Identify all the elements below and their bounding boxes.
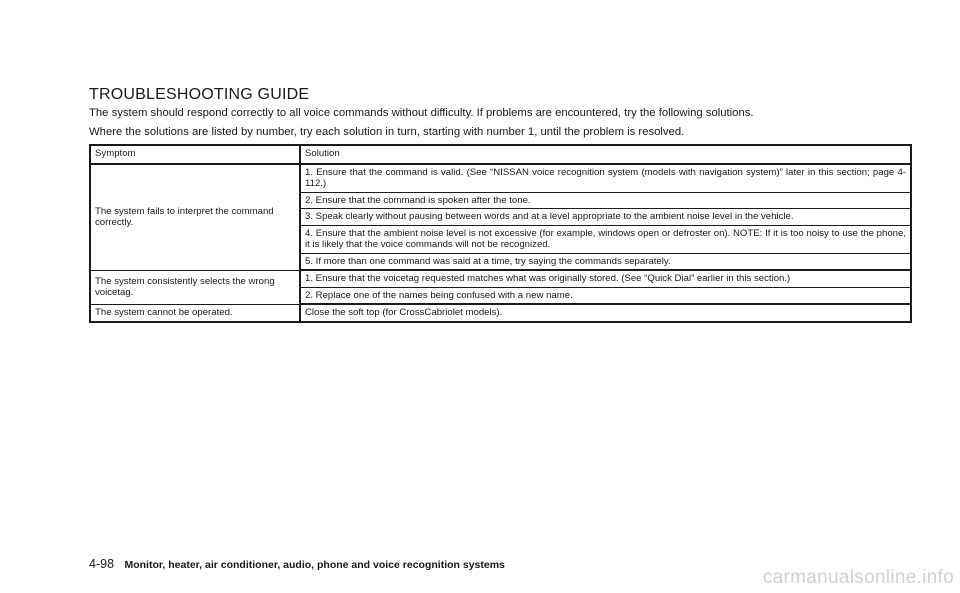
solution-cell: 2. Ensure that the command is spoken after the tone. [300,192,911,209]
table-row [90,164,911,193]
chapter-title: Monitor, heater, air conditioner, audio, phone and voice recognition systems [124,559,505,571]
symptom-cell: The system consistently selects the wrong voicetag. [90,270,300,304]
intro-paragraph: Where the solutions are listed by number, try each solution in turn, starting with number 1, until the problem is resolved. [89,126,685,138]
solution-cell: 5. If more than one command was said at a time, try saying the commands separately. [300,253,911,270]
table-row [90,304,911,322]
solution-column-header: Solution [300,145,911,164]
symptom-cell: The system cannot be operated. [90,304,300,322]
solution-cell: 4. Ensure that the ambient noise level is not excessive (for example, windows open or defroster on). NOTE: If it is too noisy to use the phone, it is likely that the voice commands will not be recognized. [300,225,911,253]
solution-cell: 1. Ensure that the voicetag requested matches what was originally stored. (See “Quick Dial” earlier in this section.) [300,270,911,287]
troubleshooting-table [89,144,912,323]
page-title: TROUBLESHOOTING GUIDE [89,86,310,103]
page-footer [89,555,505,573]
table-header-row [90,145,911,164]
solution-cell: 2. Replace one of the names being confused with a new name. [300,287,911,304]
intro-paragraph: The system should respond correctly to all voice commands without difficulty. If problems are encountered, try the following solutions. [89,107,754,119]
solution-cell: 1. Ensure that the command is valid. (See “NISSAN voice recognition system (models with navigation system)” later in this section; page 4-112.) [300,164,911,193]
symptom-column-header: Symptom [90,145,300,164]
page-number: 4-98 [89,557,115,571]
table-row [90,270,911,287]
symptom-cell: The system fails to interpret the command correctly. [90,164,300,271]
solution-cell: Close the soft top (for CrossCabriolet models). [300,304,911,322]
solution-cell: 3. Speak clearly without pausing between words and at a level appropriate to the ambient noise level in the vehicle. [300,209,911,226]
watermark-text: carmanualsonline.info [762,567,954,588]
